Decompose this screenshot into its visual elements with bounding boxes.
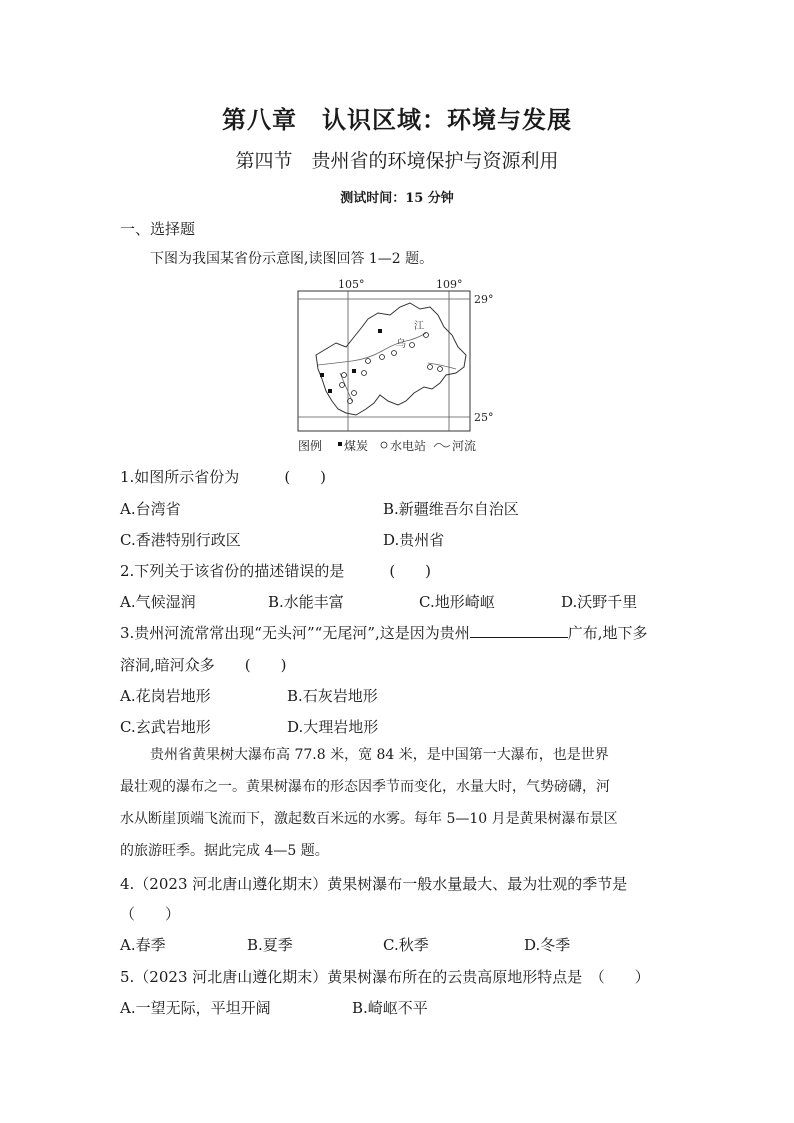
q1-option-c: C.香港特别行政区 (120, 531, 241, 549)
coal-marker (378, 329, 382, 333)
lon-label-105: 105° (338, 278, 365, 291)
q1-option-b: B.新疆维吾尔自治区 (383, 500, 519, 518)
map-frame (298, 291, 470, 431)
passage-line-1: 贵州省黄果树大瀑布高 77.8 米，宽 84 米，是中国第一大瀑布，也是世界 (150, 747, 609, 763)
lat-label-25: 25° (474, 411, 494, 424)
q4-option-c: C.秋季 (383, 936, 429, 954)
q4-option-a: A.春季 (120, 936, 166, 954)
q1-option-d: D.贵州省 (383, 531, 445, 549)
intro-text: 下图为我国某省份示意图,读图回答 1—2 题。 (150, 251, 434, 267)
q4-option-b: B.夏季 (247, 936, 293, 954)
q2-option-a: A.气候湿润 (120, 593, 196, 611)
legend-river-icon (434, 443, 450, 447)
river-branch (340, 373, 352, 401)
river-label-jiang: 江 (414, 321, 424, 332)
q4-option-d: D.冬季 (524, 936, 571, 954)
province-map (296, 277, 502, 455)
question-5-stem: 5.（2023 河北唐山遵化期末）黄果树瀑布所在的云贵高原地形特点是 （ ） (120, 968, 650, 986)
question-4-stem: 4.（2023 河北唐山遵化期末）黄果树瀑布一般水量最大、最为壮观的季节是 (120, 875, 628, 893)
coal-marker (352, 369, 356, 373)
coal-marker (320, 373, 324, 377)
q3-stem-part-b: 广布,地下多 (567, 624, 648, 642)
passage-line-2: 最壮观的瀑布之一。黄果树瀑布的形态因季节而变化，水量大时，气势磅礴，河 (120, 779, 610, 795)
coal-marker (328, 389, 332, 393)
question-4-bracket: （ ） (120, 905, 181, 923)
legend-hydro-icon (381, 442, 387, 448)
legend-coal-icon (338, 442, 342, 446)
q3-option-a: A.花岗岩地形 (120, 687, 211, 705)
legend-river: 河流 (452, 439, 477, 453)
question-2-stem: 2.下列关于该省份的描述错误的是 ( ) (120, 562, 432, 580)
q2-option-c: C.地形崎岖 (419, 593, 495, 611)
q2-option-b: B.水能丰富 (268, 593, 344, 611)
question-3-stem-line2: 溶洞,暗河众多 ( ) (120, 656, 287, 674)
question-1-stem: 1.如图所示省份为 ( ) (120, 468, 327, 486)
test-time: 测试时间：15 分钟 (340, 191, 454, 206)
passage-line-4: 的旅游旺季。据此完成 4—5 题。 (120, 843, 329, 859)
province-outline (316, 303, 466, 415)
q2-option-d: D.沃野千里 (561, 593, 638, 611)
river-label-wu: 乌 (396, 339, 406, 350)
q3-answer-blank[interactable] (470, 623, 568, 638)
q1-option-a: A.台湾省 (120, 500, 181, 518)
passage-line-3: 水从断崖顶端飞流而下，激起数百米远的水雾。每年 5—10 月是黄果树瀑布景区 (120, 811, 618, 827)
question-3-stem-line1 (120, 622, 648, 643)
q3-option-c: C.玄武岩地形 (120, 718, 211, 736)
lon-label-109: 109° (436, 278, 463, 291)
q3-option-b: B.石灰岩地形 (287, 687, 378, 705)
section-heading: 一、选择题 (120, 220, 196, 238)
section-title: 第四节 贵州省的环境保护与资源利用 (235, 150, 559, 172)
river-wu (318, 333, 426, 365)
lat-label-29: 29° (474, 293, 494, 306)
q3-option-d: D.大理岩地形 (287, 718, 379, 736)
hydro-stations (340, 333, 443, 404)
q3-stem-part-a: 3.贵州河流常常出现“无头河”“无尾河”,这是因为贵州 (120, 624, 470, 642)
legend-hydro: 水电站 (390, 439, 427, 453)
q5-option-b: B.崎岖不平 (352, 999, 428, 1017)
chapter-title: 第八章 认识区域：环境与发展 (222, 106, 572, 134)
q5-option-a: A.一望无际，平坦开阔 (120, 999, 271, 1017)
legend-title: 图例 (298, 439, 323, 453)
legend-coal: 煤炭 (344, 439, 369, 453)
